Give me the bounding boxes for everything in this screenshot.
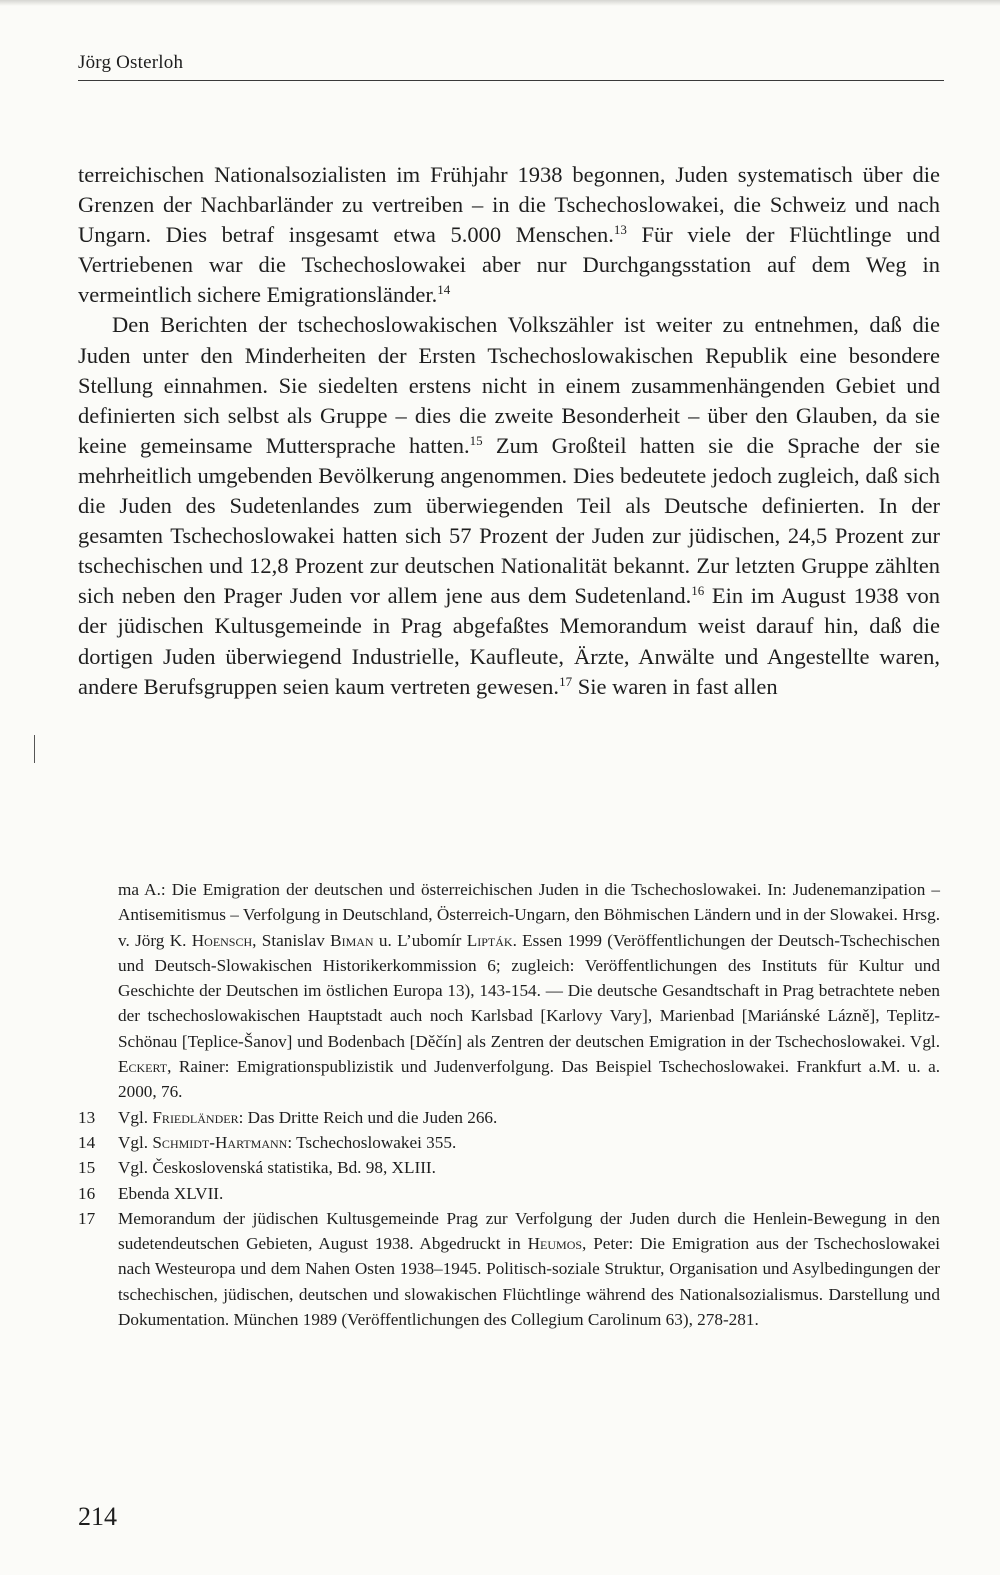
text-run: Für viele der Flüchtlinge und Vertriebenen war die Tschechoslowakei aber nur Durchgangsstation auf dem Weg in vermeintlich sichere Emigrationsländer. <box>78 222 940 308</box>
page-number: 214 <box>78 1502 117 1531</box>
footnote-continuation <box>78 877 940 1105</box>
author-name: Friedländer <box>152 1107 239 1127</box>
footnote-16 <box>78 1181 940 1206</box>
header-rule <box>78 80 944 81</box>
footnote-13 <box>78 1105 940 1130</box>
text-run: Sie waren in fast allen <box>572 673 778 699</box>
footnote-ref: 16 <box>691 583 705 599</box>
footnote-text <box>118 1155 940 1180</box>
text-run: Ebenda XLVII. <box>118 1183 224 1203</box>
text-run: Memorandum der jüdischen Kultusgemeinde Prag zur Verfolgung der Juden durch die Henlein-Bewegung in den sudetendeutschen Gebieten, August 1938. Abgedruckt in <box>118 1208 940 1254</box>
text-run: Vgl. Československá statistika, Bd. 98, XLIII. <box>118 1158 436 1178</box>
footnote-number: 15 <box>78 1158 96 1178</box>
footnote-number: 17 <box>78 1208 96 1228</box>
footnote-text <box>118 877 940 1105</box>
text-run: Vgl. <box>118 1107 153 1127</box>
author-name: Heumos <box>527 1234 583 1254</box>
author-name: Schmidt-Hartmann <box>152 1132 288 1152</box>
text-run: , Rainer: Emigrationspublizistik und Judenverfolgung. Das Beispiel Tschechoslowakei. Frankfurt a.M. u. a. 2000, 76. <box>118 1057 940 1102</box>
footnotes <box>78 877 940 1332</box>
footnote-text <box>118 1206 940 1332</box>
text-run: Vgl. <box>118 1132 153 1152</box>
footnote-14 <box>78 1130 940 1155</box>
author-name: Hoensch <box>191 930 253 950</box>
author-name: Lipták <box>466 930 513 950</box>
text-run: , Peter: Die Emigration aus der Tschechoslowakei nach Westeuropa und dem Nahen Osten 1938–1945. Politisch-soziale Struktur, Organisation und Asylbedingungen der tschechischen, jüdischen, deutschen und slowakischen Flüchtlinge während des Nationalsozialismus. Darstellung und Dokumentation. München 1989 (Veröffentlichungen des Collegium Carolinum 63), 278-281. <box>118 1234 940 1330</box>
text-run: Den Berichten der tschechoslowakischen Volkszähler ist weiter zu entnehmen, daß die Juden unter den Minderheiten der Ersten Tschechoslowakischen Republik eine besondere Stellung einnahmen. Sie siedelten erstens nicht in einem zusammenhängenden Gebiet und definierten sich selbst als Gruppe – dies die zweite Besonderheit – über den Glauben, da sie keine gemeinsame Muttersprache hatten. <box>78 312 940 458</box>
paragraph <box>78 310 940 701</box>
body-text <box>78 160 940 702</box>
text-run: ma A.: Die Emigration der deutschen und österreichischen Juden in die Tschechoslowakei. In: Judenemanzipation – Antisemitismus – Verfolgung in Deutschland, Österreich-Ungarn, den Böhmischen Ländern und in der Slowakei. Hrsg. v. Jörg K. <box>118 880 940 950</box>
text-run: Ein im August 1938 von der jüdischen Kultusgemeinde in Prag abgefaßtes Memorandum weist darauf hin, daß die dortigen Juden überwiegend Industrielle, Kaufleute, Ärzte, Anwälte und Angestellte waren, andere Berufsgruppen seien kaum vertreten gewesen. <box>78 583 940 699</box>
footnote-number: 14 <box>78 1132 96 1152</box>
footnote-ref: 13 <box>613 222 627 238</box>
text-run: terreichischen Nationalsozialisten im Frühjahr 1938 begonnen, Juden systematisch über die Grenzen der Nachbarländer zu vertreiben – in die Tschechoslowakei, die Schweiz und nach Ungarn. Dies betraf insgesamt etwa 5.000 Menschen. <box>78 162 940 248</box>
footnote-ref: 15 <box>469 432 483 448</box>
footnote-text <box>118 1105 940 1130</box>
footnote-text <box>118 1181 940 1206</box>
footnote-ref: 17 <box>559 673 573 689</box>
text-run: , Stanislav <box>252 930 331 950</box>
text-run: . Essen 1999 (Veröffentlichungen der Deutsch-Tschechischen und Deutsch-Slowakischen Historikerkommission 6; zugleich: Veröffentlichungen des Instituts für Kultur und Geschichte der Deutschen im östlichen Europa 13), 143-154. — Die deutsche Gesandtschaft in Prag betrachtete neben der tschechoslowakischen Hauptstadt auch noch Karlsbad [Karlovy Vary], Marienbad [Mariánské Lázně], Teplitz-Schönau [Teplice-Šanov] und Bodenbach [Děčín] als Zentren der deutschen Emigration in der Tschechoslowakei. Vgl. <box>118 930 940 1051</box>
footnote-text <box>118 1130 940 1155</box>
text-run: u. L’ubomír <box>373 930 467 950</box>
running-head: Jörg Osterloh <box>78 52 184 73</box>
text-run: : Tschechoslowakei 355. <box>287 1132 457 1152</box>
paragraph <box>78 160 940 310</box>
text-run: Zum Großteil hatten sie die Sprache der sie mehrheitlich umgebenden Bevölkerung angenommen. Dies bedeutete jedoch zugleich, daß sich die Juden des Sudetenlandes zum überwiegenden Teil als Deutsche definierten. In der gesamten Tschechoslowakei hatten sich 57 Prozent der Juden zur jüdischen, 24,5 Prozent zur tschechischen und 12,8 Prozent zur deutschen Nationalität bekannt. Zur letzten Gruppe zählten sich neben den Prager Juden vor allem jene aus dem Sudetenland. <box>78 432 941 609</box>
footnote-number: 13 <box>78 1107 96 1127</box>
author-name: Biman <box>330 930 374 950</box>
margin-mark <box>34 735 35 763</box>
footnote-17 <box>78 1206 940 1332</box>
footnote-ref: 14 <box>437 282 451 298</box>
footnote-number: 16 <box>78 1183 96 1203</box>
author-name: Eckert <box>118 1057 168 1077</box>
text-run: : Das Dritte Reich und die Juden 266. <box>238 1107 498 1127</box>
footnote-15 <box>78 1155 940 1180</box>
page-edge <box>0 0 1000 6</box>
